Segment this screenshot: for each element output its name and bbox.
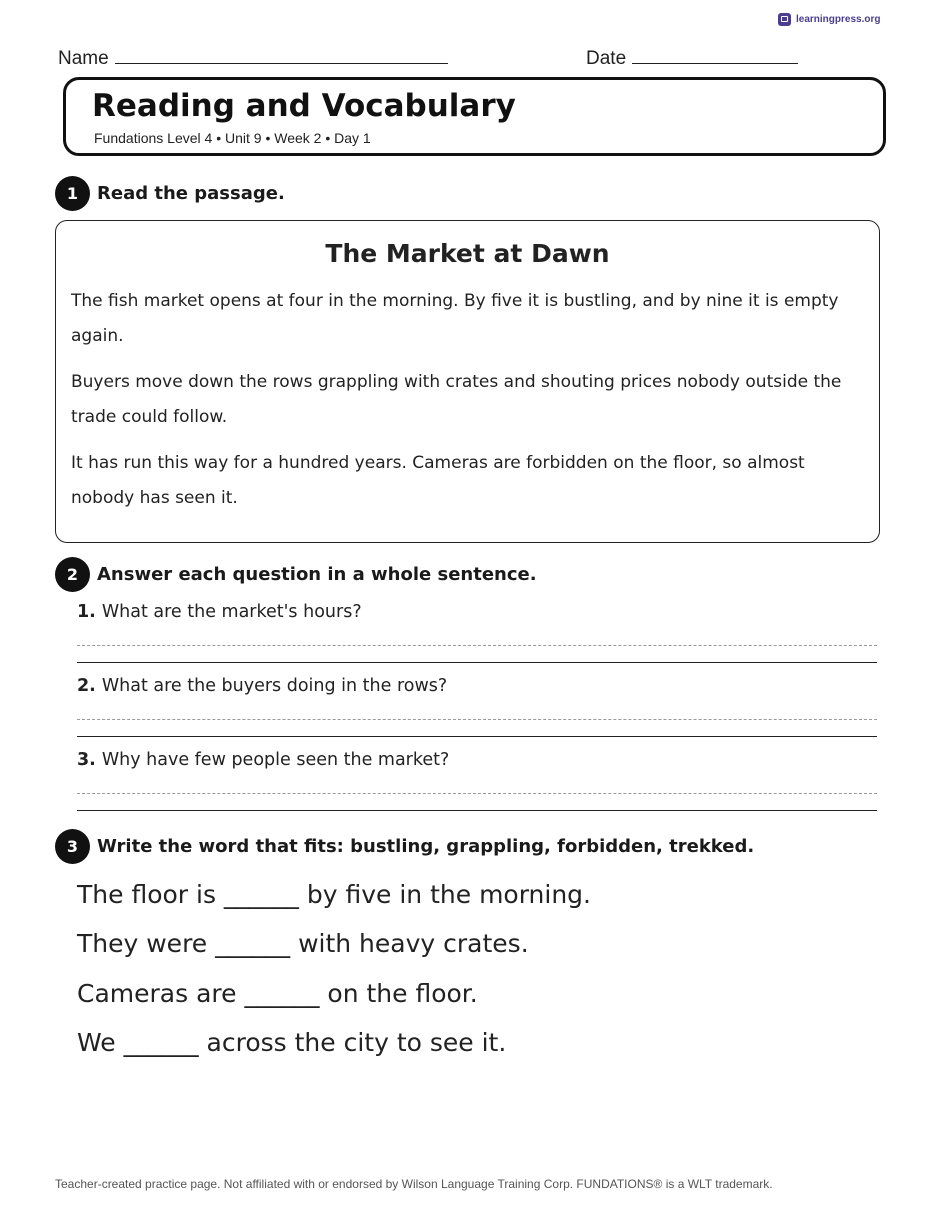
section-number-badge: 3 <box>55 829 90 864</box>
section-instruction: Answer each question in a whole sentence. <box>97 564 537 585</box>
passage-box <box>55 220 880 543</box>
section-instruction: Read the passage. <box>97 183 285 204</box>
title-box <box>63 77 886 156</box>
answer-guide-line <box>77 793 877 794</box>
section-1-heading <box>55 176 285 211</box>
passage-paragraph: It has run this way for a hundred years. Cameras are forbidden on the floor, so almost nobody has seen it. <box>71 453 805 508</box>
page-title: Reading and Vocabulary <box>92 88 516 124</box>
question-text: What are the buyers doing in the rows? <box>101 676 448 696</box>
answer-guide-line <box>77 645 877 646</box>
question-item <box>77 676 447 696</box>
date-label: Date <box>586 48 627 69</box>
question-number: 3. <box>77 750 96 770</box>
question-item <box>77 602 362 622</box>
answer-line[interactable] <box>77 810 877 811</box>
section-instruction: Write the word that fits: bustling, grappling, forbidden, trekked. <box>97 836 755 857</box>
question-number: 2. <box>77 676 96 696</box>
passage-paragraph: The fish market opens at four in the morning. By five it is bustling, and by nine it is empty again. <box>71 291 839 346</box>
section-number-badge: 2 <box>55 557 90 592</box>
section-2-heading <box>55 557 537 592</box>
fill-in-sentence[interactable]: Cameras are ______ on the floor. <box>77 979 478 1008</box>
date-field <box>586 46 798 70</box>
answer-line[interactable] <box>77 662 877 663</box>
passage-paragraph: Buyers move down the rows grappling with crates and shouting prices nobody outside the trade could follow. <box>71 372 842 427</box>
passage-title: The Market at Dawn <box>325 239 610 268</box>
name-label: Name <box>58 48 109 69</box>
question-text: What are the market's hours? <box>101 602 362 622</box>
brand-link[interactable] <box>778 13 880 26</box>
section-3-heading <box>55 829 754 864</box>
answer-guide-line <box>77 719 877 720</box>
book-icon <box>778 13 791 26</box>
question-item <box>77 750 449 770</box>
answer-line[interactable] <box>77 736 877 737</box>
name-field <box>58 46 448 70</box>
footer-disclaimer: Teacher-created practice page. Not affiliated with or endorsed by Wilson Language Training Corp. FUNDATIONS® is a WLT trademark. <box>55 1177 773 1191</box>
brand-text: learningpress.org <box>796 14 881 25</box>
fill-in-sentence[interactable]: We ______ across the city to see it. <box>77 1028 507 1057</box>
question-text: Why have few people seen the market? <box>101 750 450 770</box>
section-number-badge: 1 <box>55 176 90 211</box>
question-number: 1. <box>77 602 96 622</box>
fill-in-sentence[interactable]: The floor is ______ by five in the morning. <box>77 880 592 909</box>
name-input-line[interactable] <box>115 46 448 64</box>
date-input-line[interactable] <box>632 46 798 64</box>
fill-in-sentence[interactable]: They were ______ with heavy crates. <box>77 929 529 958</box>
page-subtitle: Fundations Level 4 • Unit 9 • Week 2 • Day 1 <box>94 130 371 146</box>
